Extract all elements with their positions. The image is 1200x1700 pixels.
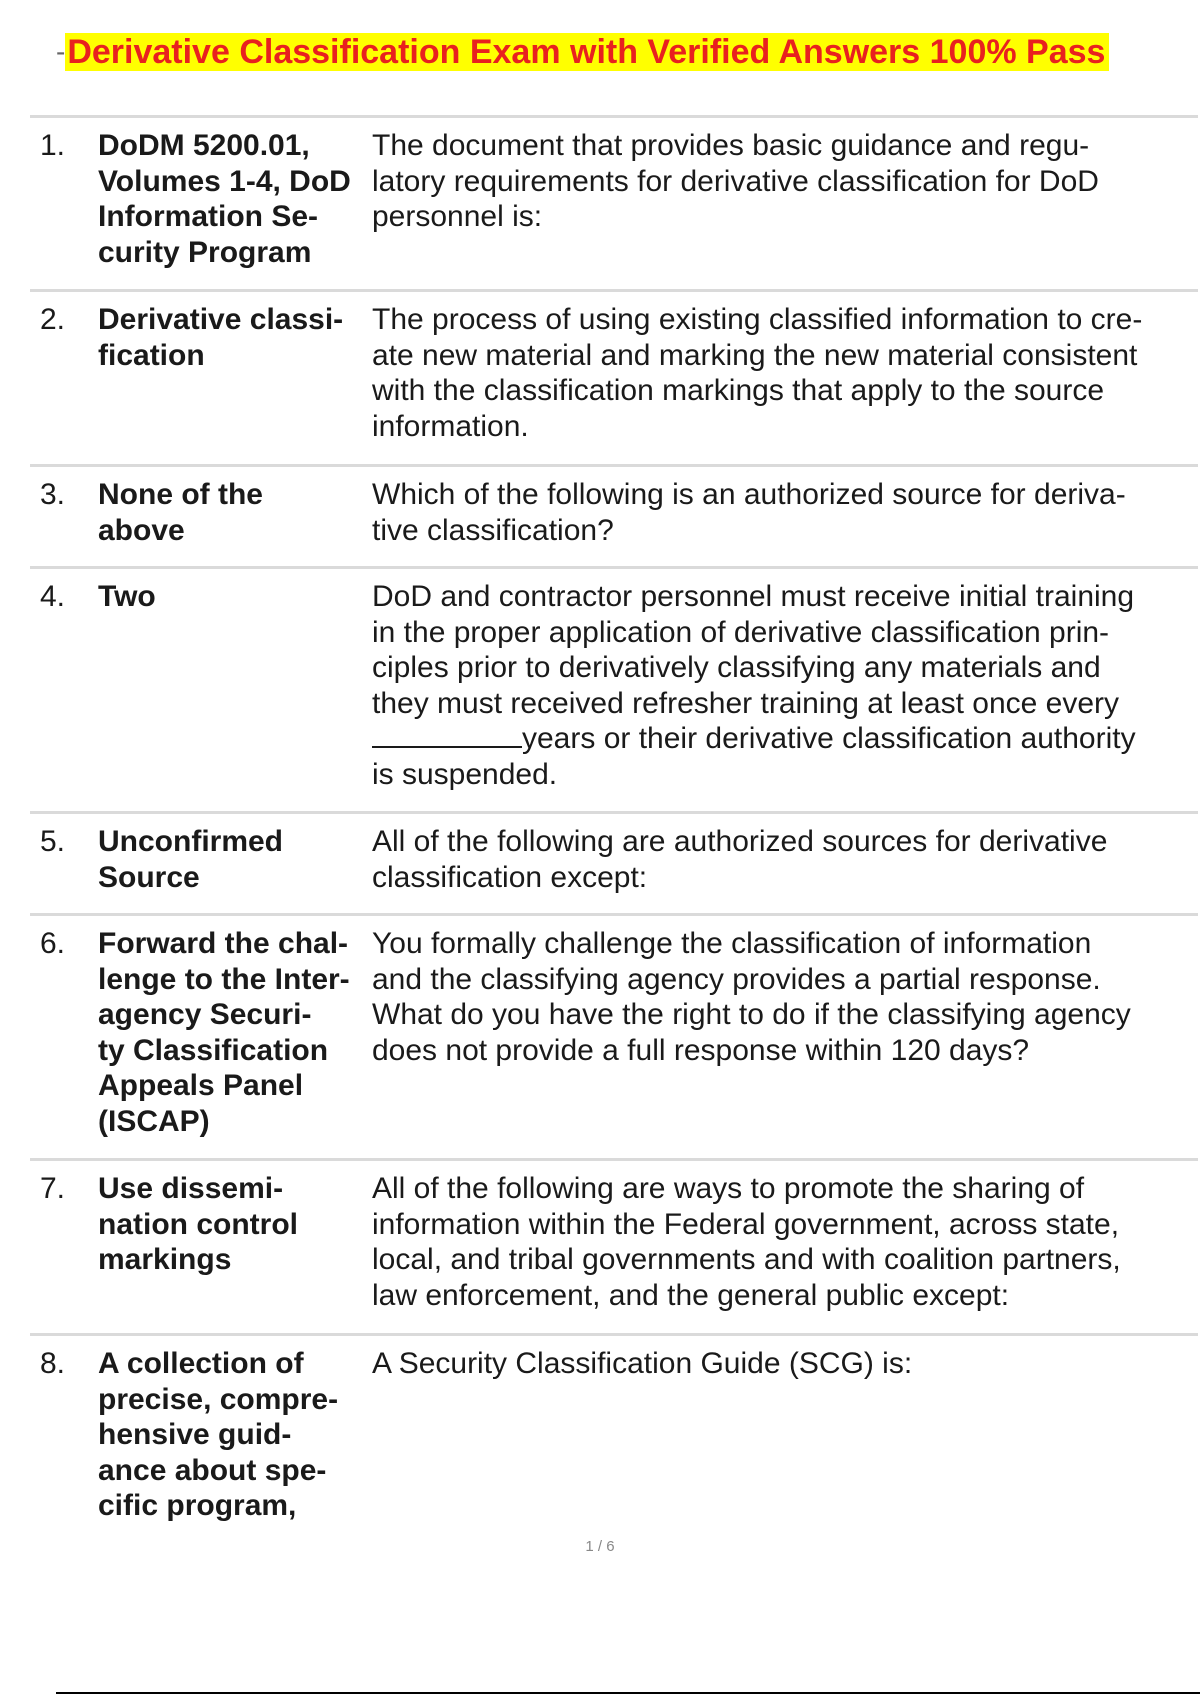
answer-term: Two <box>98 580 156 613</box>
document-title: Derivative Classification Exam with Verified Answers 100% Pass <box>65 33 1109 71</box>
qa-row <box>30 467 1198 569</box>
item-number: 1. <box>40 129 66 162</box>
question-text-part2: years or their derivative classification authority is suspended. <box>372 722 1136 791</box>
qa-row <box>30 292 1198 467</box>
qa-row <box>30 814 1198 916</box>
answer-term: Forward the chal- lenge to the Inter- agency Securi- ty Classification Appeals Panel (ISCAP) <box>98 927 350 1138</box>
question-text: All of the following are ways to promote the sharing of information within the Federal government, across state, local, and tribal governments and with coalition partners, law enforcement, and the general public except: <box>372 1172 1121 1312</box>
qa-row <box>30 569 1198 814</box>
question-text: Which of the following is an authorized source for deriva- tive classification? <box>372 478 1126 547</box>
document-title-block <box>56 30 1109 74</box>
item-number: 7. <box>40 1172 66 1205</box>
qa-row <box>30 1336 1198 1534</box>
question-text-part1: DoD and contractor personnel must receive initial training in the proper application of derivative classification prin- ciples prior to derivatively classifying any materials and they must received refresher training at least once every <box>372 580 1135 720</box>
question-text: You formally challenge the classification of information and the classifying agency provides a partial response. What do you have the right to do if the classifying agency does not provide a full response within 120 days? <box>372 927 1131 1067</box>
question-text: The document that provides basic guidance and regu- latory requirements for derivative classification for DoD personnel is: <box>372 129 1099 233</box>
question-text <box>372 579 1198 801</box>
qa-row <box>30 118 1198 292</box>
item-number: 5. <box>40 825 66 858</box>
answer-term: None of the above <box>98 478 263 547</box>
footer-divider <box>56 1692 1200 1694</box>
answer-term: Unconfirmed Source <box>98 825 284 894</box>
item-number: 4. <box>40 580 66 613</box>
qa-row <box>30 1161 1198 1336</box>
item-number: 3. <box>40 478 66 511</box>
question-text: All of the following are authorized sources for derivative classification except: <box>372 825 1108 894</box>
question-text: The process of using existing classified information to cre- ate new material and marking the new material consistent with the classification markings that apply to the source information. <box>372 303 1143 443</box>
title-dash: - <box>56 36 66 67</box>
page-number: 1 / 6 <box>585 1538 615 1555</box>
answer-term: Derivative classi- fication <box>98 303 344 372</box>
qa-list <box>30 115 1198 1534</box>
item-number: 6. <box>40 927 66 960</box>
answer-term: Use dissemi- nation control markings <box>98 1172 298 1276</box>
item-number: 2. <box>40 303 66 336</box>
fill-in-blank <box>372 722 522 748</box>
answer-term: A collection of precise, compre- hensive guid- ance about spe- cific program, <box>98 1347 339 1522</box>
answer-term: DoDM 5200.01, Volumes 1-4, DoD Information Se- curity Program <box>98 129 351 269</box>
item-number: 8. <box>40 1347 66 1380</box>
qa-row <box>30 916 1198 1161</box>
question-text: A Security Classification Guide (SCG) is: <box>372 1347 913 1380</box>
